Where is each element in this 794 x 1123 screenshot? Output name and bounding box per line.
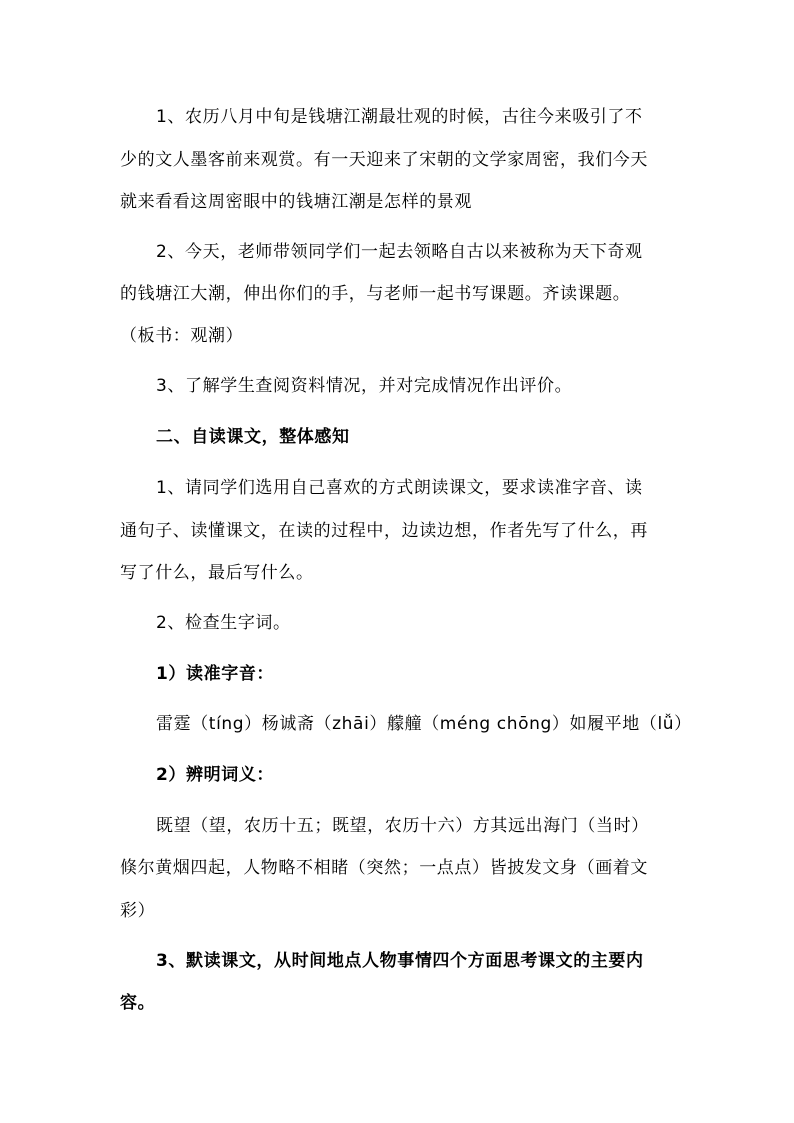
paragraph-line: 1、农历八月中旬是钱塘江潮最壮观的时候，古往今来吸引了不 [156,107,643,127]
paragraph-evaluation: 3、了解学生查阅资料情况，并对完成情况作出评价。 [156,376,573,396]
paragraph-line: 写了什么，最后写什么。 [120,563,314,583]
paragraph-line: 就来看看这周密眼中的钱塘江潮是怎样的景观 [120,192,472,212]
subheading-pronunciation: 1）读准字音： [156,664,275,684]
pinyin-line: 雷霆（tíng）杨诚斋（zhāi）艨艟（méng chōng）如履平地（lǚ） [156,714,692,734]
subheading-word-meaning: 2）辨明词义： [156,765,275,785]
section-heading: 二、自读课文，整体感知 [156,427,350,447]
paragraph-line: 1、请同学们选用自己喜欢的方式朗读课文，要求读准字音、读 [156,478,643,498]
paragraph-line: 3、默读课文，从时间地点人物事情四个方面思考课文的主要内 [156,951,644,971]
paragraph-line: 2、今天，老师带领同学们一起去领略自古以来被称为天下奇观 [156,242,643,262]
paragraph-line: 少的文人墨客前来观赏。有一天迎来了宋朝的文学家周密，我们今天 [120,150,648,170]
paragraph-line: 既望（望，农历十五；既望，农历十六）方其远出海门（当时） [156,816,649,836]
paragraph-line: 彩） [120,901,156,921]
paragraph-line: （板书：观潮） [120,326,244,346]
paragraph-check-words: 2、检查生字词。 [156,613,291,633]
paragraph-line: 通句子、读懂课文，在读的过程中，边读边想，作者先写了什么，再 [120,521,648,541]
paragraph-line: 容。 [120,993,156,1013]
paragraph-line: 的钱塘江大潮，伸出你们的手，与老师一起书写课题。齐读课题。 [120,284,631,304]
paragraph-line: 倏尔黄烟四起，人物略不相睹（突然；一点点）皆披发文身（画着文 [120,858,648,878]
